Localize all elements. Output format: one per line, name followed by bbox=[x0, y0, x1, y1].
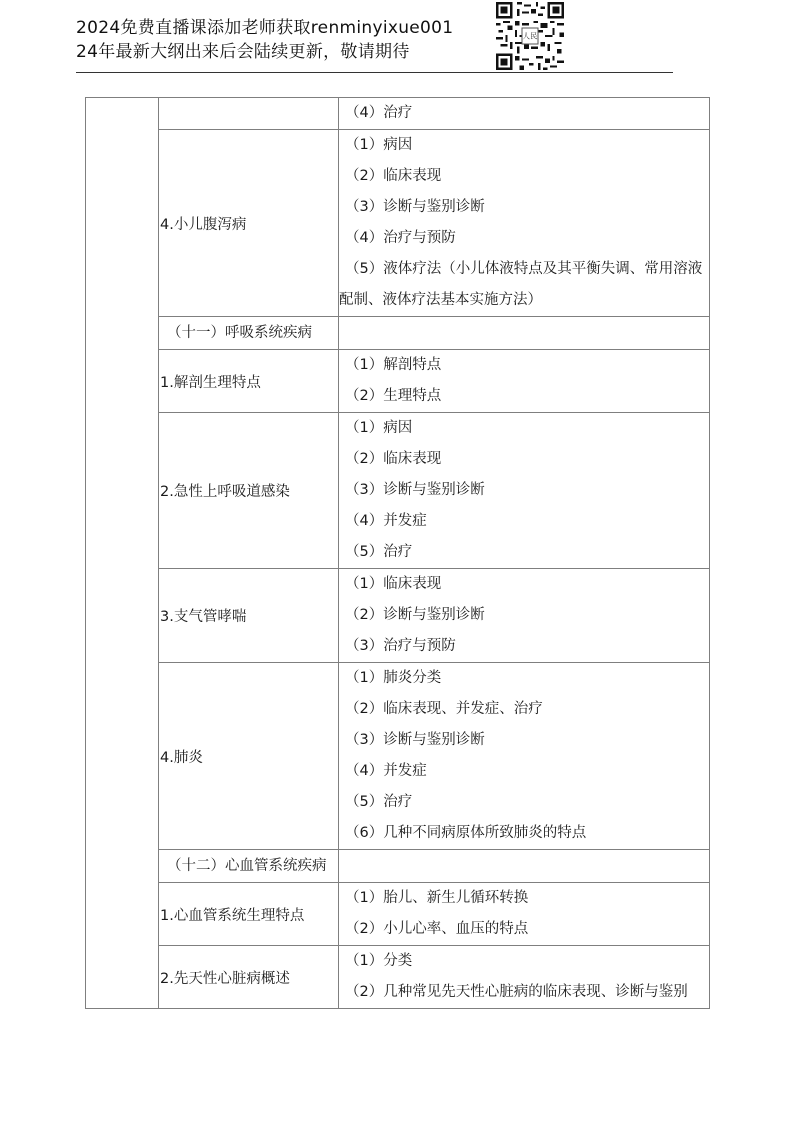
table-row bbox=[86, 946, 710, 1009]
table-row bbox=[86, 883, 710, 946]
list-item: （2）生理特点 bbox=[345, 388, 442, 404]
list-item: （1）病因 bbox=[345, 137, 413, 153]
header-line-promo: 2024免费直播课添加老师获取renminyixue001 bbox=[76, 18, 454, 38]
list-item: （1）肺炎分类 bbox=[345, 670, 442, 686]
list-item: （1）解剖特点 bbox=[345, 357, 442, 373]
list-item: （4）并发症 bbox=[345, 513, 427, 529]
list-item: （3）治疗与预防 bbox=[345, 638, 456, 654]
content-cell bbox=[339, 413, 710, 569]
topic-cell: 3.支气管哮喘 bbox=[159, 569, 339, 663]
list-item: （1）病因 bbox=[345, 420, 413, 436]
table-row bbox=[86, 317, 710, 350]
list-item: （1）分类 bbox=[345, 953, 413, 969]
list-item: （5）治疗 bbox=[345, 544, 413, 560]
section-heading-cell bbox=[159, 317, 339, 350]
header-line-notice: 24年最新大纲出来后会陆续更新，敬请期待 bbox=[76, 42, 410, 62]
content-cell bbox=[339, 130, 710, 317]
table-row bbox=[86, 663, 710, 850]
content-cell bbox=[339, 350, 710, 413]
list-item: （5）治疗 bbox=[345, 794, 413, 810]
syllabus-table bbox=[85, 97, 710, 1009]
list-item: （2）临床表现 bbox=[345, 451, 442, 467]
subject-column-cell bbox=[86, 98, 159, 1009]
list-item: （2）几种常见先天性心脏病的临床表现、诊断与鉴别 bbox=[345, 984, 688, 1000]
topic-cell: 1.解剖生理特点 bbox=[159, 350, 339, 413]
table-row bbox=[86, 130, 710, 317]
page-header bbox=[76, 16, 676, 64]
topic-cell: 4.肺炎 bbox=[159, 663, 339, 850]
list-item: （3）诊断与鉴别诊断 bbox=[345, 482, 485, 498]
content-cell bbox=[339, 850, 710, 883]
list-item: （2）小儿心率、血压的特点 bbox=[345, 921, 529, 937]
list-item: （5）液体疗法（小儿体液特点及其平衡失调、常用溶液配制、液体疗法基本实施方法） bbox=[339, 261, 703, 308]
list-item: （3）诊断与鉴别诊断 bbox=[345, 732, 485, 748]
list-item: （1）胎儿、新生儿循环转换 bbox=[345, 890, 529, 906]
topic-cell: 2.先天性心脏病概述 bbox=[159, 946, 339, 1009]
list-item: （2）临床表现 bbox=[345, 168, 442, 184]
table-row bbox=[86, 350, 710, 413]
list-item: （2）临床表现、并发症、治疗 bbox=[345, 701, 543, 717]
table-row bbox=[86, 98, 710, 130]
content-cell bbox=[339, 98, 710, 130]
qr-center-label: 人民 bbox=[522, 31, 538, 41]
list-item: （1）临床表现 bbox=[345, 576, 442, 592]
content-cell bbox=[339, 883, 710, 946]
topic-cell: 1.心血管系统生理特点 bbox=[159, 883, 339, 946]
table-row bbox=[86, 569, 710, 663]
section-heading: （十二）心血管系统疾病 bbox=[167, 858, 327, 874]
qr-code-icon[interactable] bbox=[496, 2, 564, 70]
content-cell bbox=[339, 663, 710, 850]
list-item: （4）治疗与预防 bbox=[345, 230, 456, 246]
content-cell bbox=[339, 946, 710, 1009]
list-item: （2）诊断与鉴别诊断 bbox=[345, 607, 485, 623]
topic-cell: 2.急性上呼吸道感染 bbox=[159, 413, 339, 569]
section-heading-cell bbox=[159, 850, 339, 883]
content-cell bbox=[339, 317, 710, 350]
content-cell bbox=[339, 569, 710, 663]
table-row bbox=[86, 850, 710, 883]
list-item: （3）诊断与鉴别诊断 bbox=[345, 199, 485, 215]
list-item: （4）治疗 bbox=[345, 105, 413, 121]
header-divider bbox=[76, 72, 673, 73]
section-heading: （十一）呼吸系统疾病 bbox=[167, 325, 312, 341]
list-item: （6）几种不同病原体所致肺炎的特点 bbox=[345, 825, 587, 841]
list-item: （4）并发症 bbox=[345, 763, 427, 779]
table-row bbox=[86, 413, 710, 569]
topic-cell bbox=[159, 98, 339, 130]
topic-cell: 4.小儿腹泻病 bbox=[159, 130, 339, 317]
